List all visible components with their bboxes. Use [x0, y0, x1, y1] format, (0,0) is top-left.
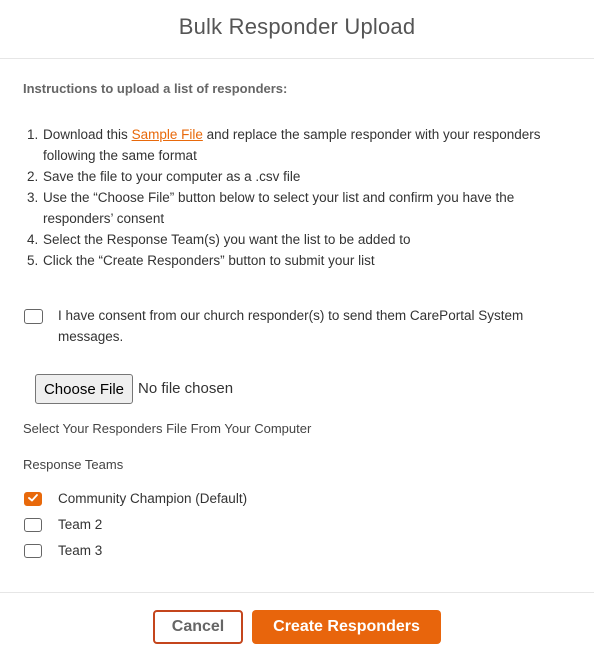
instruction-step-5: 5. Click the “Create Responders” button to submit your list: [27, 253, 375, 268]
instruction-step-4: 4. Select the Response Team(s) you want the list to be added to: [27, 232, 411, 247]
team-checkbox-team-2[interactable]: [24, 518, 42, 532]
file-status: No file chosen: [138, 380, 234, 397]
choose-file-button[interactable]: Choose File: [35, 374, 133, 404]
instructions-heading: Instructions to upload a list of responders:: [23, 81, 288, 96]
create-responders-button[interactable]: Create Responders: [252, 610, 441, 644]
instruction-step-1: 1. Download this Sample File and replace the sample responder with your responders following the same format: [27, 127, 541, 163]
team-label-team-2: Team 2: [58, 517, 103, 532]
team-checkbox-team-3[interactable]: [24, 544, 42, 558]
response-teams-label: Response Teams: [23, 457, 124, 472]
sample-file-link[interactable]: Sample File: [131, 127, 203, 142]
modal-title: Bulk Responder Upload: [178, 14, 416, 39]
modal-header: [0, 0, 594, 59]
instruction-step-3: 3. Use the “Choose File” button below to select your list and confirm you have the responders’ consent: [27, 190, 515, 226]
consent-label: I have consent from our church responder(s) to send them CarePortal System messages.: [58, 308, 524, 344]
instruction-step-2: 2. Save the file to your computer as a .csv file: [27, 169, 301, 184]
consent-checkbox[interactable]: [24, 309, 43, 324]
instructions-list: [23, 124, 568, 271]
cancel-button[interactable]: Cancel: [153, 610, 243, 644]
team-label-community-champion: Community Champion (Default): [58, 491, 248, 506]
team-checkbox-community-champion[interactable]: [24, 492, 42, 506]
check-icon: [28, 494, 38, 502]
modal-footer: [0, 592, 594, 659]
team-label-team-3: Team 3: [58, 543, 103, 558]
file-hint: Select Your Responders File From Your Computer: [23, 421, 312, 436]
